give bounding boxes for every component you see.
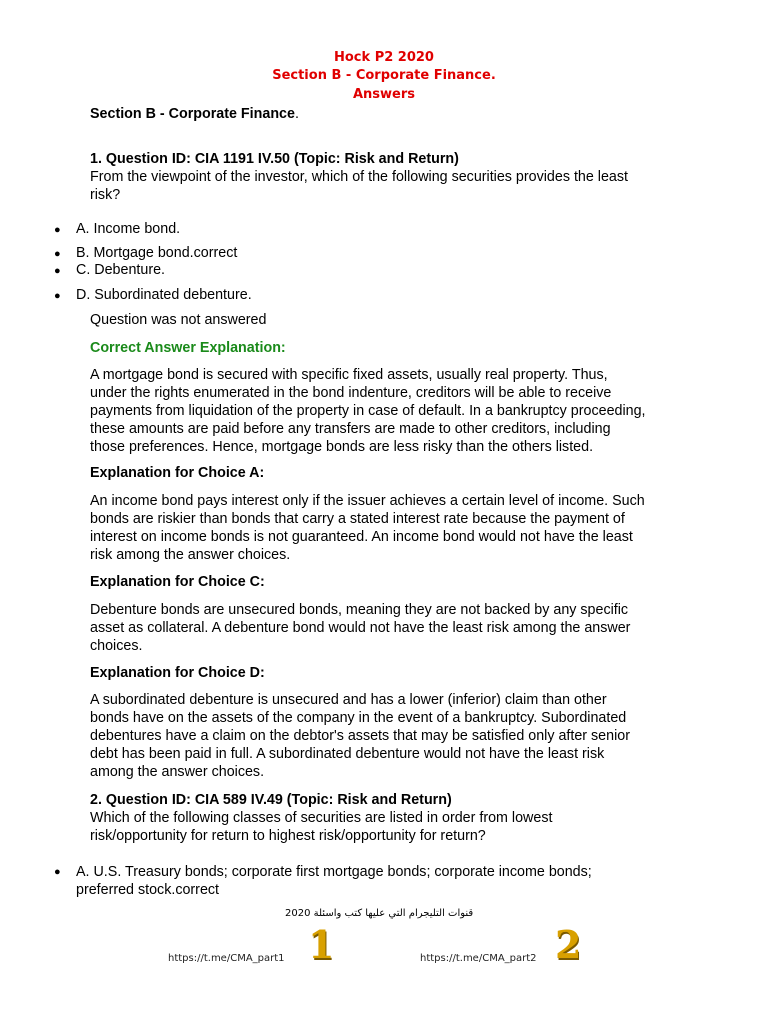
- q2-text-line: Which of the following classes of securities are listed in order from lowest: [90, 810, 553, 826]
- explanation-c-line: Debenture bonds are unsecured bonds, meaning they are not backed by any specific: [90, 602, 629, 618]
- q2-option-a-line: preferred stock.correct: [76, 882, 220, 898]
- section-title-text: Section B - Corporate Finance: [90, 106, 295, 122]
- explanation-c-line: choices.: [90, 638, 143, 654]
- q2-option-a: [76, 863, 592, 899]
- q2-text-line: risk/opportunity for return to highest risk/opportunity for return?: [90, 828, 486, 844]
- correct-answer-heading: Correct Answer Explanation:: [90, 340, 286, 356]
- q2-text: [90, 809, 690, 845]
- explanation-d-heading: Explanation for Choice D:: [90, 665, 265, 681]
- explanation-c-body: [90, 601, 690, 655]
- doc-header-title: Hock P2 2020: [334, 50, 434, 65]
- correct-line: those preferences. Hence, mortgage bonds are less risky than the others listed.: [90, 439, 594, 455]
- explanation-d-body: [90, 691, 690, 781]
- doc-header-answers: Answers: [352, 87, 416, 102]
- correct-line: these amounts are paid before any transfers are made to other creditors, including: [90, 421, 611, 437]
- correct-line: A mortgage bond is secured with specific fixed assets, usually real property. Thus,: [90, 367, 608, 383]
- telegram-link-part2[interactable]: https://t.me/CMA_part2: [420, 953, 537, 964]
- explanation-d-line: A subordinated debenture is unsecured and has a lower (inferior) claim than other: [90, 692, 607, 708]
- explanation-a-line: An income bond pays interest only if the issuer achieves a certain level of income. Such: [90, 493, 645, 509]
- q2-title: 2. Question ID: CIA 589 IV.49 (Topic: Risk and Return): [90, 792, 452, 808]
- number-two-badge: 2: [555, 922, 582, 967]
- explanation-a-line: interest on income bonds is not guaranteed. An income bond would not have the least: [90, 529, 633, 545]
- bullet-icon: ●: [54, 290, 61, 302]
- explanation-a-line: bonds are riskier than bonds that carry a stated interest rate because the payment of: [90, 511, 625, 527]
- bullet-icon: ●: [54, 248, 61, 260]
- correct-line: under the rights enumerated in the bond indenture, creditors will be able to receive: [90, 385, 612, 401]
- footer-arabic-caption: قنوات التليجرام التي عليها كتب واسئلة 2020: [285, 908, 474, 919]
- bullet-icon: ●: [54, 265, 61, 277]
- explanation-a-body: [90, 492, 690, 564]
- telegram-link-part1[interactable]: https://t.me/CMA_part1: [168, 953, 285, 964]
- explanation-d-line: debt has been paid in full. A subordinated debenture would not have the least risk: [90, 746, 605, 762]
- correct-answer-explanation: [90, 366, 690, 456]
- q1-option-c: C. Debenture.: [76, 262, 166, 278]
- explanation-a-line: risk among the answer choices.: [90, 547, 291, 563]
- explanation-c-heading: Explanation for Choice C:: [90, 574, 265, 590]
- q1-option-a: A. Income bond.: [76, 221, 181, 237]
- q1-option-b: B. Mortgage bond.correct: [76, 245, 238, 261]
- bullet-icon: ●: [54, 224, 61, 236]
- explanation-d-line: debentures have a claim on the debtor's assets that may be satisfied only after senior: [90, 728, 630, 744]
- q1-option-d: D. Subordinated debenture.: [76, 287, 252, 303]
- doc-header-section: Section B - Corporate Finance.: [272, 68, 496, 83]
- q1-text-line2: risk?: [90, 187, 121, 203]
- bullet-icon: ●: [54, 866, 61, 878]
- explanation-d-line: bonds have on the assets of the company in the event of a bankruptcy. Subordinated: [90, 710, 627, 726]
- q2-option-a-line: A. U.S. Treasury bonds; corporate first mortgage bonds; corporate income bonds;: [76, 864, 592, 880]
- section-title-suffix: .: [294, 106, 299, 122]
- correct-line: payments from liquidation of the property in case of default. In a bankruptcy proceeding,: [90, 403, 646, 419]
- q1-status: Question was not answered: [90, 312, 267, 328]
- explanation-a-heading: Explanation for Choice A:: [90, 465, 265, 481]
- q1-title: 1. Question ID: CIA 1191 IV.50 (Topic: Risk and Return): [90, 151, 459, 167]
- explanation-c-line: asset as collateral. A debenture bond would not have the least risk among the answer: [90, 620, 631, 636]
- number-one-badge: 1: [308, 922, 335, 967]
- q1-text-line1: From the viewpoint of the investor, which of the following securities provides the least: [90, 169, 628, 185]
- explanation-d-line: among the answer choices.: [90, 764, 265, 780]
- section-title: [90, 105, 690, 123]
